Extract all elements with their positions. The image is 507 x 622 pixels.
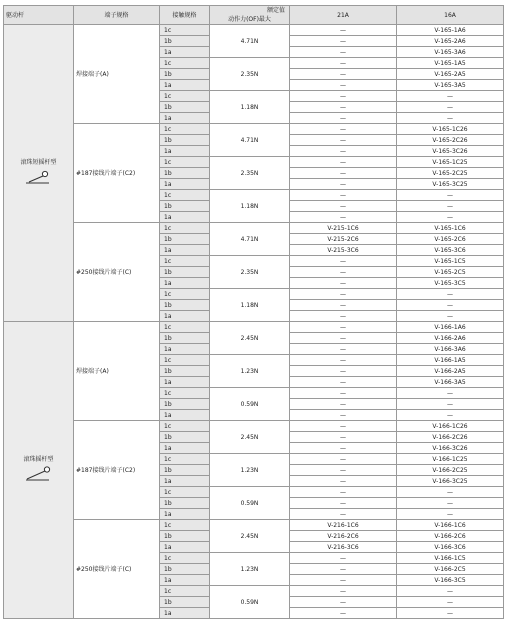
model-16a-cell: V-165-2C6: [397, 234, 504, 245]
force-cell: 2.45N: [210, 322, 290, 355]
model-16a-cell: V-166-2A5: [397, 366, 504, 377]
model-21a-cell: —: [290, 509, 397, 520]
model-21a-cell: —: [290, 608, 397, 619]
model-16a-cell: V-166-2C26: [397, 432, 504, 443]
rating-force-header: [210, 6, 290, 25]
model-16a-cell: V-165-2C26: [397, 135, 504, 146]
contact-cell: 1c: [160, 322, 210, 333]
actuator-cell: [4, 25, 74, 322]
model-21a-cell: —: [290, 300, 397, 311]
model-21a-cell: —: [290, 256, 397, 267]
model-16a-cell: V-166-1C26: [397, 421, 504, 432]
contact-cell: 1c: [160, 25, 210, 36]
model-21a-cell: —: [290, 487, 397, 498]
model-16a-cell: V-166-3A5: [397, 377, 504, 388]
model-16a-cell: V-165-3C6: [397, 245, 504, 256]
contact-cell: 1b: [160, 498, 210, 509]
contact-cell: 1b: [160, 267, 210, 278]
contact-cell: 1c: [160, 553, 210, 564]
force-cell: 0.59N: [210, 586, 290, 619]
contact-cell: 1a: [160, 245, 210, 256]
force-cell: 2.45N: [210, 421, 290, 454]
contact-cell: 1c: [160, 157, 210, 168]
model-21a-cell: —: [290, 135, 397, 146]
model-21a-cell: —: [290, 157, 397, 168]
model-16a-cell: —: [397, 399, 504, 410]
terminal-cell: #187接线片端子(C2): [74, 421, 160, 520]
contact-cell: 1b: [160, 135, 210, 146]
force-cell: 1.18N: [210, 289, 290, 322]
contact-cell: 1a: [160, 509, 210, 520]
model-21a-cell: —: [290, 344, 397, 355]
model-21a-cell: —: [290, 377, 397, 388]
model-21a-cell: —: [290, 267, 397, 278]
model-16a-cell: V-166-3C25: [397, 476, 504, 487]
contact-cell: 1a: [160, 278, 210, 289]
model-16a-cell: V-165-3C25: [397, 179, 504, 190]
model-16a-cell: V-166-3A6: [397, 344, 504, 355]
model-16a-cell: —: [397, 498, 504, 509]
model-21a-cell: —: [290, 58, 397, 69]
model-21a-cell: —: [290, 25, 397, 36]
contact-cell: 1a: [160, 146, 210, 157]
table-header: [4, 6, 504, 25]
model-21a-cell: —: [290, 113, 397, 124]
model-16a-cell: —: [397, 289, 504, 300]
model-16a-cell: —: [397, 113, 504, 124]
spec-sheet: [3, 5, 503, 619]
contact-cell: 1b: [160, 366, 210, 377]
model-21a-cell: —: [290, 278, 397, 289]
model-16a-cell: V-166-2C6: [397, 531, 504, 542]
contact-cell: 1c: [160, 586, 210, 597]
contact-cell: 1a: [160, 113, 210, 124]
contact-cell: 1c: [160, 58, 210, 69]
force-cell: 2.45N: [210, 520, 290, 553]
terminal-cell: 焊接端子(A): [74, 25, 160, 124]
contact-cell: 1c: [160, 355, 210, 366]
model-16a-cell: —: [397, 201, 504, 212]
model-16a-cell: —: [397, 91, 504, 102]
contact-cell: 1a: [160, 575, 210, 586]
model-16a-cell: V-165-2A5: [397, 69, 504, 80]
model-21a-cell: —: [290, 432, 397, 443]
short-roller-lever-icon: [6, 169, 71, 188]
model-21a-cell: —: [290, 91, 397, 102]
model-16a-cell: —: [397, 212, 504, 223]
table-row: [4, 223, 504, 234]
table-row: [4, 25, 504, 36]
model-16a-cell: V-165-3C5: [397, 278, 504, 289]
model-21a-cell: —: [290, 102, 397, 113]
col-16a-header: 16A: [397, 6, 504, 25]
contact-cell: 1a: [160, 410, 210, 421]
model-16a-cell: V-165-1C6: [397, 223, 504, 234]
model-16a-cell: V-165-1C25: [397, 157, 504, 168]
contact-cell: 1c: [160, 487, 210, 498]
model-21a-cell: —: [290, 575, 397, 586]
model-16a-cell: —: [397, 597, 504, 608]
model-21a-cell: —: [290, 190, 397, 201]
terminal-cell: 焊接端子(A): [74, 322, 160, 421]
model-21a-cell: —: [290, 333, 397, 344]
model-21a-cell: —: [290, 212, 397, 223]
model-16a-cell: —: [397, 102, 504, 113]
contact-cell: 1b: [160, 399, 210, 410]
model-21a-cell: —: [290, 124, 397, 135]
contact-cell: 1a: [160, 476, 210, 487]
model-16a-cell: V-165-2A6: [397, 36, 504, 47]
force-cell: 4.71N: [210, 223, 290, 256]
model-21a-cell: —: [290, 355, 397, 366]
model-16a-cell: V-166-1A5: [397, 355, 504, 366]
model-21a-cell: —: [290, 586, 397, 597]
model-16a-cell: —: [397, 410, 504, 421]
contact-cell: 1a: [160, 443, 210, 454]
model-21a-cell: —: [290, 465, 397, 476]
force-cell: 0.59N: [210, 388, 290, 421]
model-21a-cell: —: [290, 69, 397, 80]
model-21a-cell: V-216-2C6: [290, 531, 397, 542]
model-16a-cell: —: [397, 608, 504, 619]
contact-cell: 1c: [160, 454, 210, 465]
terminal-cell: #250接线片端子(C): [74, 223, 160, 322]
contact-cell: 1b: [160, 234, 210, 245]
table-row: [4, 322, 504, 333]
model-21a-cell: —: [290, 366, 397, 377]
model-21a-cell: —: [290, 421, 397, 432]
contact-cell: 1b: [160, 333, 210, 344]
contact-cell: 1a: [160, 311, 210, 322]
contact-cell: 1a: [160, 47, 210, 58]
model-21a-cell: V-215-1C6: [290, 223, 397, 234]
force-cell: 4.71N: [210, 124, 290, 157]
contact-cell: 1c: [160, 91, 210, 102]
model-21a-cell: —: [290, 553, 397, 564]
model-16a-cell: V-166-3C26: [397, 443, 504, 454]
contact-cell: 1a: [160, 344, 210, 355]
contact-cell: 1a: [160, 212, 210, 223]
contact-header: 接触规格: [160, 6, 210, 25]
model-21a-cell: —: [290, 476, 397, 487]
model-21a-cell: —: [290, 168, 397, 179]
actuator-header: 驱动杆: [4, 6, 74, 25]
model-21a-cell: —: [290, 179, 397, 190]
table-body: [4, 25, 504, 619]
model-16a-cell: V-165-3A6: [397, 47, 504, 58]
contact-cell: 1c: [160, 289, 210, 300]
model-16a-cell: —: [397, 300, 504, 311]
contact-cell: 1b: [160, 564, 210, 575]
model-16a-cell: V-166-1A6: [397, 322, 504, 333]
roller-lever-icon: [6, 466, 71, 485]
model-16a-cell: —: [397, 586, 504, 597]
contact-cell: 1a: [160, 608, 210, 619]
force-cell: 1.23N: [210, 454, 290, 487]
contact-cell: 1b: [160, 69, 210, 80]
model-21a-cell: —: [290, 289, 397, 300]
model-21a-cell: —: [290, 388, 397, 399]
model-21a-cell: —: [290, 399, 397, 410]
contact-cell: 1b: [160, 465, 210, 476]
model-21a-cell: —: [290, 443, 397, 454]
model-16a-cell: V-165-1C26: [397, 124, 504, 135]
force-cell: 1.18N: [210, 91, 290, 124]
contact-cell: 1c: [160, 520, 210, 531]
terminal-cell: #250接线片端子(C): [74, 520, 160, 619]
model-21a-cell: —: [290, 80, 397, 91]
model-21a-cell: —: [290, 47, 397, 58]
model-21a-cell: —: [290, 322, 397, 333]
model-16a-cell: V-166-3C5: [397, 575, 504, 586]
force-cell: 2.35N: [210, 157, 290, 190]
model-16a-cell: V-165-2C5: [397, 267, 504, 278]
model-16a-cell: —: [397, 487, 504, 498]
model-16a-cell: V-165-1A6: [397, 25, 504, 36]
terminal-cell: #187接线片端子(C2): [74, 124, 160, 223]
force-cell: 1.18N: [210, 190, 290, 223]
model-16a-cell: V-166-2A6: [397, 333, 504, 344]
model-16a-cell: V-165-2C25: [397, 168, 504, 179]
model-21a-cell: V-215-3C6: [290, 245, 397, 256]
contact-cell: 1c: [160, 388, 210, 399]
actuator-label: 滚珠短摇杆型: [20, 159, 57, 166]
contact-cell: 1b: [160, 102, 210, 113]
model-21a-cell: —: [290, 597, 397, 608]
model-16a-cell: —: [397, 311, 504, 322]
contact-cell: 1c: [160, 421, 210, 432]
model-21a-cell: —: [290, 454, 397, 465]
contact-cell: 1a: [160, 377, 210, 388]
contact-cell: 1b: [160, 36, 210, 47]
contact-cell: 1a: [160, 542, 210, 553]
model-16a-cell: —: [397, 388, 504, 399]
model-16a-cell: V-166-2C5: [397, 564, 504, 575]
model-21a-cell: —: [290, 201, 397, 212]
contact-cell: 1a: [160, 179, 210, 190]
contact-cell: 1b: [160, 168, 210, 179]
actuator-cell: [4, 322, 74, 619]
contact-cell: 1c: [160, 223, 210, 234]
model-16a-cell: V-166-1C6: [397, 520, 504, 531]
force-cell: 2.35N: [210, 256, 290, 289]
model-16a-cell: V-166-2C25: [397, 465, 504, 476]
contact-cell: 1b: [160, 201, 210, 212]
model-16a-cell: V-165-3A5: [397, 80, 504, 91]
contact-cell: 1b: [160, 432, 210, 443]
force-cell: 1.23N: [210, 355, 290, 388]
model-21a-cell: —: [290, 410, 397, 421]
contact-cell: 1b: [160, 531, 210, 542]
model-21a-cell: —: [290, 564, 397, 575]
force-cell: 2.35N: [210, 58, 290, 91]
force-header: 动作力(OF)最大: [228, 16, 271, 23]
model-16a-cell: —: [397, 509, 504, 520]
model-table: [3, 5, 504, 619]
model-16a-cell: —: [397, 190, 504, 201]
model-16a-cell: V-166-3C6: [397, 542, 504, 553]
contact-cell: 1b: [160, 300, 210, 311]
force-cell: 0.59N: [210, 487, 290, 520]
contact-cell: 1a: [160, 80, 210, 91]
model-21a-cell: —: [290, 146, 397, 157]
model-21a-cell: V-216-3C6: [290, 542, 397, 553]
model-21a-cell: V-216-1C6: [290, 520, 397, 531]
model-21a-cell: V-215-2C6: [290, 234, 397, 245]
model-16a-cell: V-165-1C5: [397, 256, 504, 267]
force-cell: 1.23N: [210, 553, 290, 586]
col-21a-header: 21A: [290, 6, 397, 25]
table-row: [4, 421, 504, 432]
model-16a-cell: V-165-1A5: [397, 58, 504, 69]
actuator-label: 滚珠摇杆型: [23, 456, 54, 463]
model-21a-cell: —: [290, 498, 397, 509]
model-16a-cell: V-166-1C25: [397, 454, 504, 465]
model-21a-cell: —: [290, 311, 397, 322]
contact-cell: 1c: [160, 124, 210, 135]
model-21a-cell: —: [290, 36, 397, 47]
table-row: [4, 124, 504, 135]
model-16a-cell: V-166-1C5: [397, 553, 504, 564]
contact-cell: 1c: [160, 190, 210, 201]
rating-header: 额定值: [266, 7, 285, 14]
terminal-header: 端子规格: [74, 6, 160, 25]
contact-cell: 1b: [160, 597, 210, 608]
force-cell: 4.71N: [210, 25, 290, 58]
model-16a-cell: V-165-3C26: [397, 146, 504, 157]
contact-cell: 1c: [160, 256, 210, 267]
table-row: [4, 520, 504, 531]
